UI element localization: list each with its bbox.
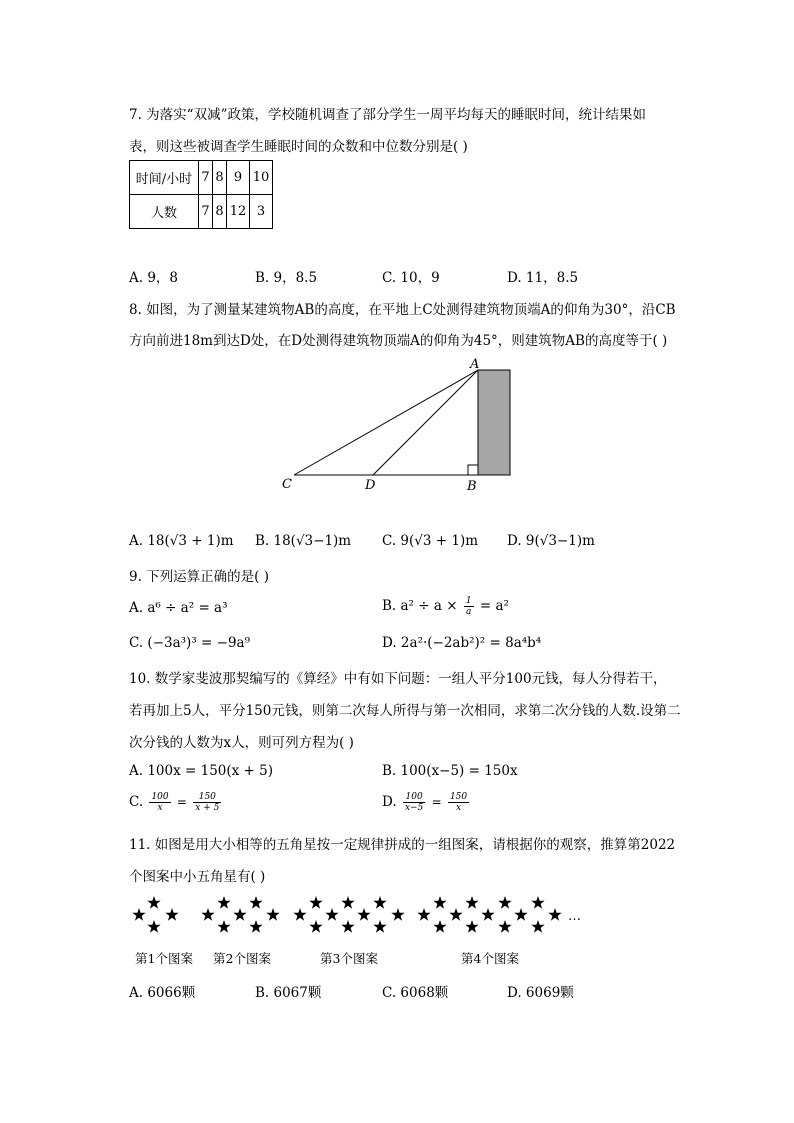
q10-option-d[interactable]: D. $\frac{100}{x-5}$ = $\frac{150}{x}$ [382, 792, 468, 813]
line-ca [294, 370, 478, 475]
q7-option-d[interactable]: D. 11，8.5 [507, 270, 579, 286]
table-cell: 9 [227, 161, 250, 195]
q9-option-b[interactable] [382, 596, 509, 617]
fraction [403, 792, 425, 813]
q11-option-c[interactable]: C. 6068颗 [382, 985, 449, 1001]
pattern-1 [132, 896, 178, 933]
pattern-2 [201, 896, 279, 933]
label-a: A [470, 357, 480, 372]
q10-stem-line2: 若再加上5人，平分150元钱，则第二次每人所得与第一次相同，求第二次分钱的人数.设第二 [129, 703, 681, 719]
q10-option-c[interactable]: C. $\frac{100}{x}$ = $\frac{150}{x + 5}$ [129, 792, 220, 813]
fraction-numerator: 150 [193, 792, 221, 803]
q11-star-patterns [128, 892, 598, 937]
table-cell: 3 [250, 195, 273, 229]
q11-option-b[interactable]: B. 6067颗 [255, 985, 322, 1001]
fraction [149, 792, 170, 813]
building-rect [478, 370, 510, 475]
q10-stem-line1: 10. 数学家斐波那契编写的《算经》中有如下问题：一组人平分100元钱，每人分得若干， [129, 671, 667, 687]
pattern-3 [293, 896, 404, 933]
table-cell: 7 [199, 195, 213, 229]
q9-option-b-fraction [464, 596, 474, 617]
fraction [193, 792, 221, 813]
option-label: C. [129, 794, 144, 810]
q10-stem-line3: 次分钱的人数为x人，则可列方程为( ) [129, 735, 354, 751]
q7-stem-line1: 7. 为落实“双减”政策，学校随机调查了部分学生一周平均每天的睡眠时间，统计结果如 [129, 107, 646, 123]
fraction-denominator: x [455, 803, 462, 813]
fraction-denominator: x [157, 803, 163, 813]
q9-option-b-prefix: B. a² ÷ a × [382, 598, 458, 614]
fraction-numerator: 100 [403, 792, 425, 803]
q9-stem: 9. 下列运算正确的是( ) [129, 569, 269, 585]
pattern-4 [417, 896, 561, 933]
q9-option-b-suffix: = a² [479, 598, 509, 614]
fraction-denominator: a [465, 607, 472, 617]
q9-option-c[interactable]: C. (−3a³)³ = −9a⁹ [129, 635, 250, 651]
table-row [130, 195, 273, 229]
option-label: D. [382, 794, 397, 810]
q8-stem-line2: 方向前进18m到达D处，在D处测得建筑物顶端A的仰角为45°，则建筑物AB的高度等于( ) [129, 333, 668, 349]
table-cell: 8 [213, 161, 227, 195]
label-c: C [282, 477, 292, 492]
q8-stem-line1: 8. 如图，为了测量某建筑物AB的高度，在平地上C处测得建筑物顶端A的仰角为30°，沿CB [129, 302, 676, 318]
fraction-numerator: 1 [465, 596, 472, 606]
q11-stem-line1: 11. 如图是用大小相等的五角星按一定规律拼成的一组图案，请根据你的观察，推算第2022 [129, 837, 676, 853]
q8-option-b[interactable]: B. 18(√3−1)m [255, 533, 352, 549]
label-d: D [365, 478, 376, 493]
q7-option-c[interactable]: C. 10，9 [382, 270, 440, 286]
table-cell: 时间/小时 [130, 161, 199, 195]
line-da [373, 370, 478, 475]
q7-stem-line2: 表，则这些被调查学生睡眠时间的众数和中位数分别是( ) [129, 139, 468, 155]
pattern-label-1: 第1个图案 [135, 951, 193, 966]
fraction [448, 792, 469, 813]
q8-figure [270, 350, 530, 500]
label-b: B [467, 479, 477, 494]
q10-option-a[interactable]: A. 100x = 150(x + 5) [129, 763, 274, 779]
fraction-numerator: 150 [449, 792, 468, 802]
q8-option-a[interactable]: A. 18(√3 + 1)m [129, 533, 234, 549]
fraction-numerator: 100 [151, 792, 169, 802]
pattern-ellipsis: … [568, 909, 581, 924]
q7-option-b[interactable]: B. 9，8.5 [255, 270, 318, 286]
q11-option-d[interactable]: D. 6069颗 [507, 985, 574, 1001]
table-cell: 8 [213, 195, 227, 229]
q8-option-c[interactable]: C. 9(√3 + 1)m [382, 533, 479, 549]
table-cell: 人数 [130, 195, 199, 229]
table-cell: 12 [227, 195, 250, 229]
right-angle-mark [468, 465, 478, 475]
pattern-label-3: 第3个图案 [320, 951, 378, 966]
pattern-label-2: 第2个图案 [213, 951, 271, 966]
table-cell: 7 [199, 161, 213, 195]
q9-option-a[interactable]: A. a⁶ ÷ a² = a³ [129, 600, 228, 616]
q11-stem-line2: 个图案中小五角星有( ) [129, 869, 266, 885]
q8-option-d[interactable]: D. 9(√3−1)m [507, 533, 595, 549]
q9-option-d[interactable]: D. 2a²·(−2ab²)² = 8a⁴b⁴ [382, 635, 542, 651]
q11-option-a[interactable]: A. 6066颗 [129, 985, 196, 1001]
table-row [130, 161, 273, 195]
fraction-denominator: x−5 [404, 803, 424, 813]
q7-data-table [129, 160, 273, 229]
table-cell: 10 [250, 161, 273, 195]
pattern-label-4: 第4个图案 [461, 951, 519, 966]
q10-option-b[interactable]: B. 100(x−5) = 150x [382, 763, 518, 779]
q7-option-a[interactable]: A. 9，8 [129, 270, 179, 286]
fraction-denominator: x + 5 [195, 803, 220, 813]
